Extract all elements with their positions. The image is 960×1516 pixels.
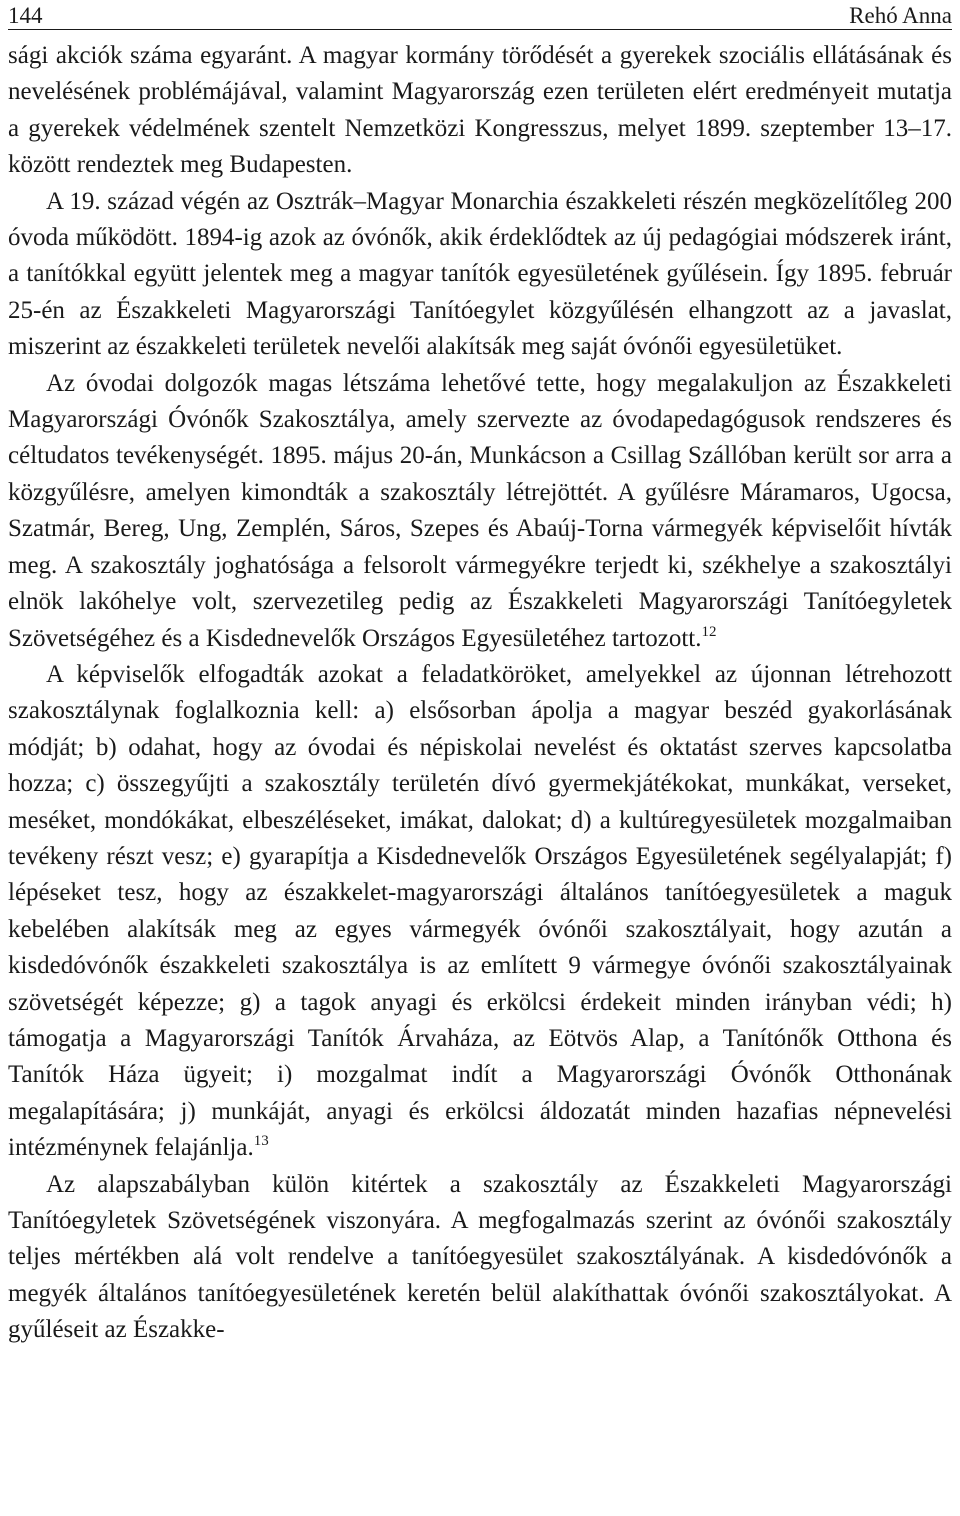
footnote-marker: 12 xyxy=(701,623,717,640)
page-number: 144 xyxy=(8,3,43,28)
paragraph xyxy=(8,184,952,366)
paragraph xyxy=(8,1167,952,1349)
paragraph-text: sági akciók száma egyaránt. A magyar kormány törődését a gyerekek szociális ellátásának és nevelésének problémájával, valamint Magyarország ezen területen elért eredményeit mutatja a gyerekek védelmének szentelt Nemzetközi Kongresszus, melyet 1899. szeptember 13–17. között rendeztek meg Budapesten. xyxy=(8,42,952,179)
paragraph-text: Az óvodai dolgozók magas létszáma lehetővé tette, hogy megalakuljon az Északkeleti Magyarországi Óvónők Szakosztálya, amely szervezte az óvodapedagógusok rendszeres és céltudatos tevékenységét. 1895. május 20-án, Munkácson a Csillag Szállóban került sor arra a közgyűlésre, amelyen kimondták a szakosztály létrejöttét. A gyűlésre Máramaros, Ugocsa, Szatmár, Bereg, Ung, Zemplén, Sáros, Szepes és Abaúj-Torna vármegyék képviselőit hívták meg. A szakosztály joghatósága a felsorolt vármegyékre terjedt ki, székhelye a szakosztályi elnök lakóhelye volt, szervezetileg pedig az Északkeleti Magyarországi Tanítóegyletek Szövetségéhez és a Kisdednevelők Országos Egyesületéhez tartozott. xyxy=(8,369,952,652)
body-text xyxy=(8,38,952,1349)
paragraph xyxy=(8,366,952,657)
paragraph-text: A képviselők elfogadták azokat a feladatköröket, amelyekkel az újonnan létrehozott szakosztálynak foglalkoznia kell: a) elsősorban ápolja a magyar beszéd gyakorlásának módját; b) odahat, hogy az óvodai és népiskolai nevelést és oktatást szerves kapcsolatba hozza; c) összegyűjti a szakosztály területén dívó gyermekjátékokat, munkákat, verseket, meséket, mondókákat, elbeszéléseket, imákat, dalokat; d) a kultúregyesületek mozgalmaiban tevékeny részt vesz; e) gyarapítja a Kisdednevelők Országos Egyesületének segélyalapját; f) lépéseket tesz, hogy az északkelet-magyarországi általános tanítóegyesületek a maguk kebelében alakítsák meg az egyes vármegyék óvónői szakosztályait, hogy azután a kisdedóvónők északkeleti szakosztálya is az említett 9 vármegye óvónői szakosztályainak szövetségét képezze; g) a tagok anyagi és erkölcsi érdekeit minden irányban védi; h) támogatja a Magyarországi Tanítók Árvaháza, az Eötvös Alap, a Tanítónők Otthona és Tanítók Háza ügyeit; i) mozgalmat indít a Magyarországi Óvónők Otthonának megalapítására; j) munkáját, anyagi és erkölcsi áldozatát minden hazafias népnevelési intézménynek felajánlja. xyxy=(8,660,952,1162)
running-header xyxy=(8,0,952,30)
paragraph xyxy=(8,657,952,1167)
paragraph-text: A 19. század végén az Osztrák–Magyar Monarchia északkeleti részén megközelítőleg 200 óvoda működött. 1894-ig azok az óvónők, akik érdeklődtek az új pedagógiai módszerek iránt, a tanítókkal együtt jelentek meg a magyar tanítók egyesületének gyűlésein. Így 1895. február 25-én az Északkeleti Magyarországi Tanítóegylet közgyűlésén elhangzott az a javaslat, miszerint az északkeleti területek nevelői alakítsák meg saját óvónői egyesületüket. xyxy=(8,187,952,361)
document-page xyxy=(8,0,952,1349)
paragraph xyxy=(8,38,952,184)
footnote-marker: 13 xyxy=(253,1133,269,1150)
paragraph-text: Az alapszabályban külön kitértek a szakosztály az Északkeleti Magyarországi Tanítóegyletek Szövetségének viszonyára. A megfogalmazás szerint az óvónői szakosztály teljes mértékben alá volt rendelve a tanítóegyesület szakosztályának. A kisdedóvónők a megyék általános tanítóegyesületének keretén belül alakíthattak óvónői szakosztályokat. A gyűléseit az Északke- xyxy=(8,1170,952,1344)
running-author: Rehó Anna xyxy=(849,3,952,28)
